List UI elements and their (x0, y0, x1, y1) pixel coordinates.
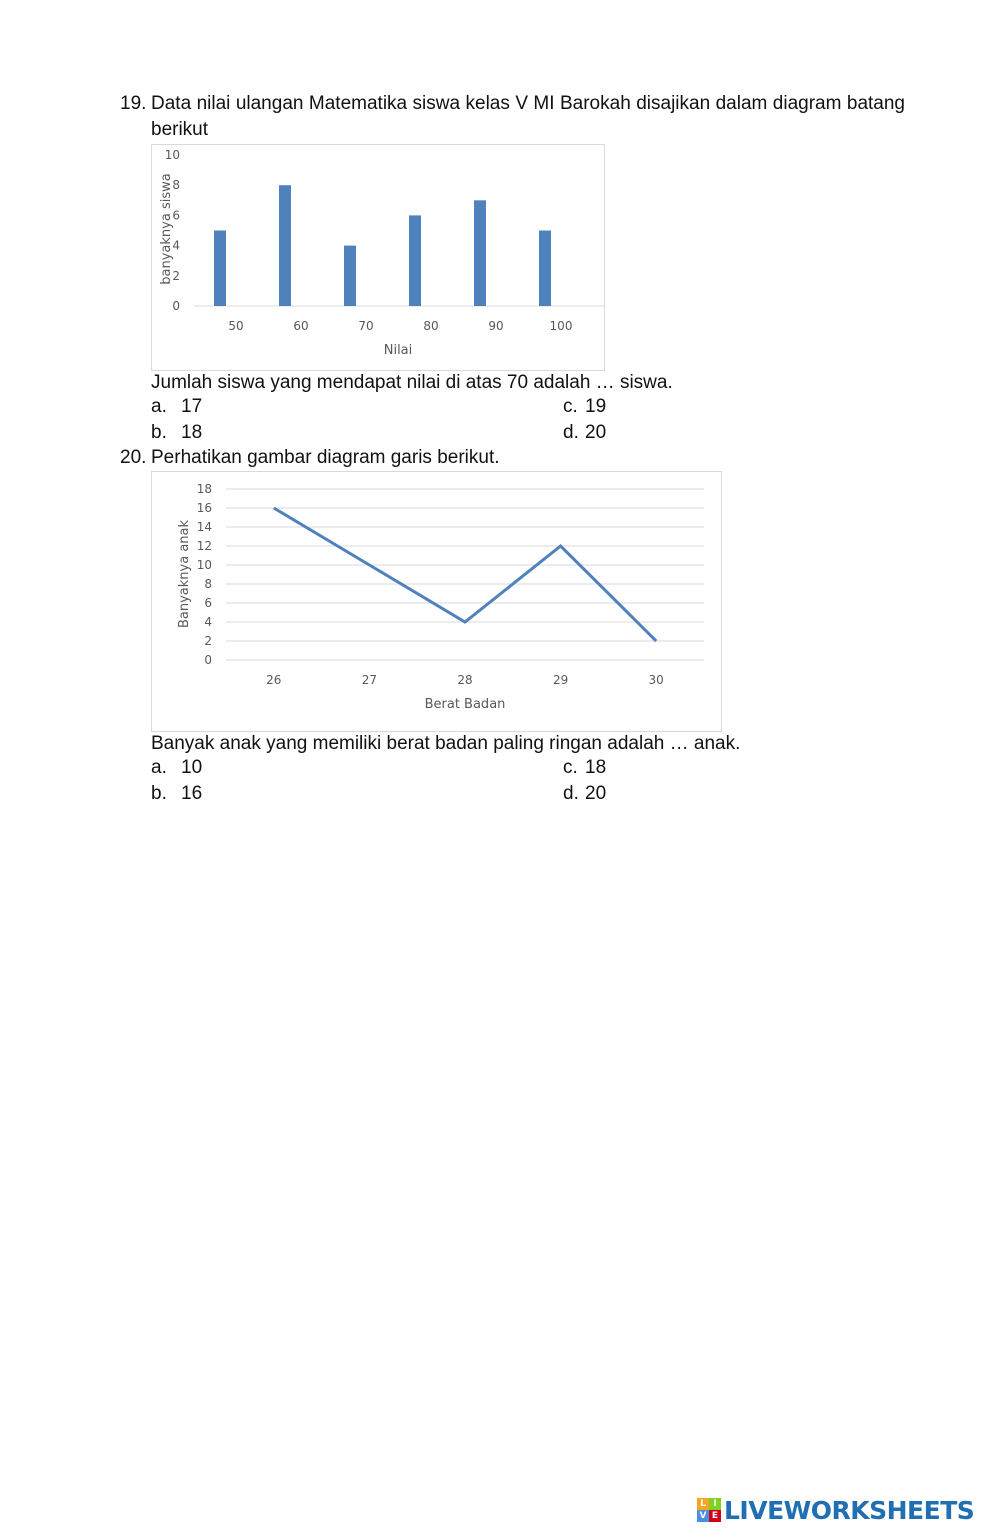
bar (344, 246, 356, 306)
question-text: Data nilai ulangan Matematika siswa kelas V MI Barokah disajikan dalam diagram batang berikut (151, 93, 905, 140)
option-d[interactable] (563, 421, 606, 445)
option-label: a. (151, 396, 167, 417)
x-tick-label: 60 (293, 319, 309, 333)
option-a[interactable] (151, 395, 202, 419)
bar (409, 215, 421, 306)
y-tick-label: 0 (204, 653, 212, 667)
option-value: 18 (181, 422, 203, 443)
x-tick-label: 27 (361, 673, 378, 687)
option-value: 20 (585, 422, 607, 443)
x-axis-title: Berat Badan (424, 697, 506, 712)
line-chart-svg (152, 472, 721, 731)
logo-mark-letter: E (709, 1510, 721, 1522)
liveworksheets-logo (697, 1494, 974, 1526)
option-value: 19 (585, 396, 607, 417)
bar-chart-svg (152, 145, 604, 370)
x-tick-label: 100 (549, 319, 573, 333)
bar-chart (151, 144, 605, 371)
question-number: 19. (120, 93, 147, 114)
option-c[interactable] (563, 756, 606, 780)
logo-mark-letter: I (709, 1498, 721, 1510)
y-tick-label: 14 (196, 520, 212, 534)
option-label: b. (151, 422, 167, 443)
option-label: c. (563, 757, 578, 778)
y-tick-label: 4 (172, 238, 180, 253)
question-19 (120, 91, 905, 143)
x-tick-label: 80 (423, 319, 439, 333)
option-b[interactable] (151, 421, 202, 445)
bar (279, 185, 291, 306)
option-b[interactable] (151, 782, 202, 806)
y-tick-label: 6 (204, 596, 212, 610)
option-value: 10 (181, 757, 203, 778)
x-tick-label: 28 (457, 673, 473, 687)
question-19-prompt: Jumlah siswa yang mendapat nilai di atas 70 adalah … siswa. (151, 372, 673, 393)
x-tick-label: 29 (552, 673, 569, 687)
option-value: 16 (181, 783, 203, 804)
y-tick-label: 8 (204, 577, 212, 591)
option-value: 17 (181, 396, 203, 417)
option-label: d. (563, 783, 579, 804)
series-line (274, 508, 656, 641)
x-tick-label: 26 (266, 673, 282, 687)
x-tick-label: 50 (228, 319, 244, 333)
logo-text: LIVEWORKSHEETS (724, 1495, 975, 1525)
option-c[interactable] (563, 395, 606, 419)
option-a[interactable] (151, 756, 202, 780)
y-tick-label: 12 (196, 539, 212, 553)
x-tick-label: 90 (488, 319, 504, 333)
logo-mark-letter: V (697, 1510, 709, 1522)
bar (214, 231, 226, 307)
option-label: c. (563, 396, 578, 417)
question-text: Perhatikan gambar diagram garis berikut. (151, 447, 500, 468)
option-value: 20 (585, 783, 607, 804)
y-axis-title: banyaknya siswa (159, 173, 174, 285)
option-label: b. (151, 783, 167, 804)
option-label: d. (563, 422, 579, 443)
question-20-prompt: Banyak anak yang memiliki berat badan paling ringan adalah … anak. (151, 733, 741, 754)
option-label: a. (151, 757, 167, 778)
y-tick-label: 4 (204, 615, 212, 629)
logo-mark-icon (697, 1498, 721, 1522)
question-20 (120, 445, 905, 471)
y-tick-label: 18 (196, 482, 212, 496)
x-tick-label: 30 (648, 673, 664, 687)
x-axis-title: Nilai (383, 343, 413, 358)
option-value: 18 (585, 757, 607, 778)
y-tick-label: 6 (172, 208, 180, 223)
bar (539, 231, 551, 307)
bar (474, 200, 486, 306)
y-tick-label: 10 (196, 558, 212, 572)
y-tick-label: 16 (196, 501, 212, 515)
option-d[interactable] (563, 782, 606, 806)
line-chart (151, 471, 722, 732)
logo-mark-letter: L (697, 1498, 709, 1510)
y-tick-label: 0 (172, 299, 180, 313)
question-number: 20. (120, 447, 147, 468)
y-tick-label: 8 (172, 178, 180, 193)
y-tick-label: 2 (172, 268, 180, 283)
y-tick-label: 2 (204, 634, 212, 648)
y-tick-label: 10 (164, 148, 180, 162)
x-tick-label: 70 (358, 319, 374, 333)
y-axis-title: Banyaknya anak (177, 519, 192, 629)
